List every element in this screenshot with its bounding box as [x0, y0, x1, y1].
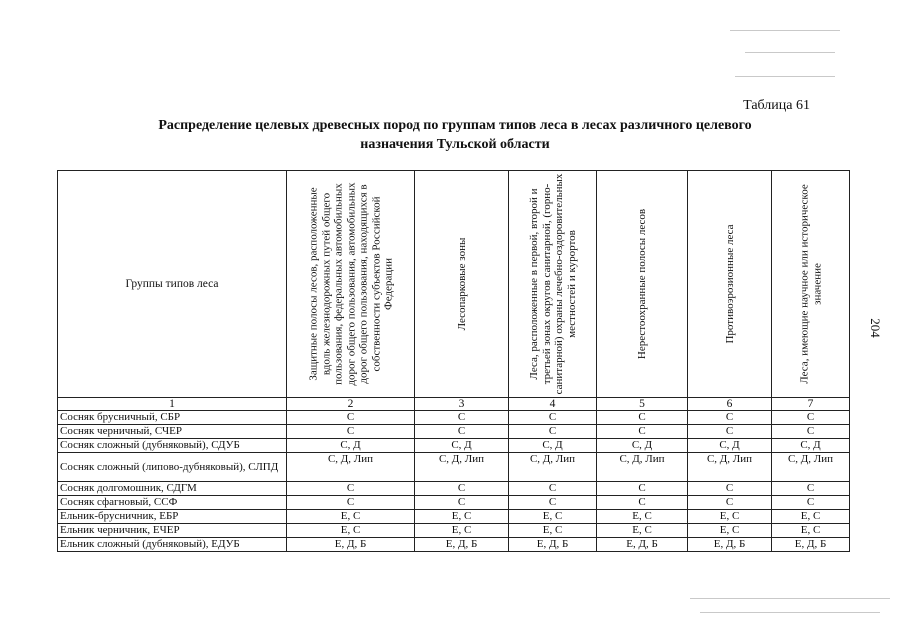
species-cell: С [509, 411, 597, 425]
scan-artifact [735, 76, 835, 77]
species-cell: С, Д [688, 439, 772, 453]
table-row [58, 496, 850, 510]
species-cell: Е, С [509, 510, 597, 524]
group-name-cell: Сосняк сложный (дубняковый), СДУБ [58, 439, 287, 453]
species-cell: Е, Д, Б [287, 538, 415, 552]
column-number: 4 [509, 398, 597, 411]
species-cell: Е, С [772, 510, 850, 524]
table-row [58, 411, 850, 425]
species-cell: С, Д [509, 439, 597, 453]
species-cell: Е, Д, Б [597, 538, 688, 552]
species-cell: С [415, 482, 509, 496]
species-cell: С [772, 496, 850, 510]
species-cell: С [509, 425, 597, 439]
species-cell: С [287, 425, 415, 439]
species-cell: С [597, 411, 688, 425]
header-cell-anti-erosion [688, 171, 772, 398]
column-number-row [58, 398, 850, 411]
species-cell: С, Д [597, 439, 688, 453]
group-name-cell: Ельник черничник, ЕЧЕР [58, 524, 287, 538]
species-cell: Е, С [415, 524, 509, 538]
species-cell: Е, Д, Б [772, 538, 850, 552]
species-cell: С [597, 425, 688, 439]
species-cell: Е, С [688, 524, 772, 538]
species-cell: Е, С [509, 524, 597, 538]
table-title: Распределение целевых древесных пород по группам типов леса в лесах различного целевого назначения Тульской области [158, 118, 752, 152]
header-cell-forest-park-zones [415, 171, 509, 398]
species-cell: С, Д, Лип [287, 453, 415, 482]
species-cell: Е, Д, Б [688, 538, 772, 552]
table-row [58, 510, 850, 524]
distribution-table [57, 170, 850, 552]
header-row [58, 171, 850, 398]
header-cell-spawning-protection [597, 171, 688, 398]
species-cell: С [415, 425, 509, 439]
species-cell: С [688, 482, 772, 496]
species-cell: Е, Д, Б [415, 538, 509, 552]
header-label: Леса, расположенные в первой, второй и третьей зонах округов санитарной, (горно-санитарной) охраны лечебно-оздоровительных местностей и курортов [527, 173, 577, 395]
table-row [58, 425, 850, 439]
species-cell: С, Д, Лип [415, 453, 509, 482]
table-row [58, 482, 850, 496]
species-cell: С [509, 482, 597, 496]
species-cell: С [772, 411, 850, 425]
column-number: 5 [597, 398, 688, 411]
species-cell: С [772, 425, 850, 439]
group-name-cell: Сосняк сложный (липово-дубняковый), СЛПД [58, 453, 287, 482]
group-name-cell: Сосняк брусничный, СБР [58, 411, 287, 425]
header-cell-protective-strips [287, 171, 415, 398]
species-cell: С [287, 496, 415, 510]
column-number: 6 [688, 398, 772, 411]
scan-artifact [745, 52, 835, 53]
scan-artifact [730, 30, 840, 31]
species-cell: С [597, 496, 688, 510]
species-cell: Е, С [597, 524, 688, 538]
column-number: 2 [287, 398, 415, 411]
species-cell: Е, С [287, 524, 415, 538]
scan-artifact [690, 598, 890, 599]
species-cell: Е, С [415, 510, 509, 524]
page-number: 204 [868, 318, 883, 338]
header-label: Защитные полосы лесов, расположенные вдоль железнодорожных путей общего пользования, федеральных автомобильных дорог общего пользования, автомобильных дорог общего пользования, находящихся в собственности субъектов Российской Федерации [306, 182, 394, 386]
header-cell-group-types [58, 171, 287, 398]
table-row [58, 453, 850, 482]
species-cell: Е, Д, Б [509, 538, 597, 552]
column-number: 3 [415, 398, 509, 411]
table-row [58, 439, 850, 453]
species-cell: С [509, 496, 597, 510]
species-cell: С, Д, Лип [688, 453, 772, 482]
species-cell: Е, С [287, 510, 415, 524]
header-cell-sanitary-zones [509, 171, 597, 398]
column-number: 7 [772, 398, 850, 411]
header-label: Лесопарковые зоны [455, 237, 468, 331]
table-row [58, 524, 850, 538]
species-cell: С [688, 496, 772, 510]
header-label: Леса, имеющие научное или историческое значение [798, 184, 823, 384]
species-cell: С, Д [772, 439, 850, 453]
species-cell: С, Д, Лип [772, 453, 850, 482]
column-number: 1 [58, 398, 287, 411]
species-cell: С [688, 425, 772, 439]
table-row [58, 538, 850, 552]
group-name-cell: Ельник сложный (дубняковый), ЕДУБ [58, 538, 287, 552]
species-cell: С [287, 482, 415, 496]
group-name-cell: Ельник-брусничник, ЕБР [58, 510, 287, 524]
header-label: Нерестоохранные полосы лесов [635, 208, 648, 360]
species-cell: С [772, 482, 850, 496]
species-cell: С, Д, Лип [509, 453, 597, 482]
species-cell: С [287, 411, 415, 425]
species-cell: С, Д [287, 439, 415, 453]
species-cell: С, Д [415, 439, 509, 453]
header-label: Группы типов леса [125, 278, 219, 290]
species-cell: Е, С [597, 510, 688, 524]
group-name-cell: Сосняк долгомошник, СДГМ [58, 482, 287, 496]
table-label: Таблица 61 [743, 98, 810, 113]
scan-artifact [700, 612, 880, 613]
species-cell: Е, С [772, 524, 850, 538]
species-cell: С [688, 411, 772, 425]
species-cell: С [415, 496, 509, 510]
species-cell: С [415, 411, 509, 425]
header-label: Противоэрозионные леса [723, 224, 736, 344]
header-cell-scientific-historical [772, 171, 850, 398]
species-cell: С, Д, Лип [597, 453, 688, 482]
group-name-cell: Сосняк черничный, СЧЕР [58, 425, 287, 439]
species-cell: Е, С [688, 510, 772, 524]
group-name-cell: Сосняк сфагновый, ССФ [58, 496, 287, 510]
species-cell: С [597, 482, 688, 496]
